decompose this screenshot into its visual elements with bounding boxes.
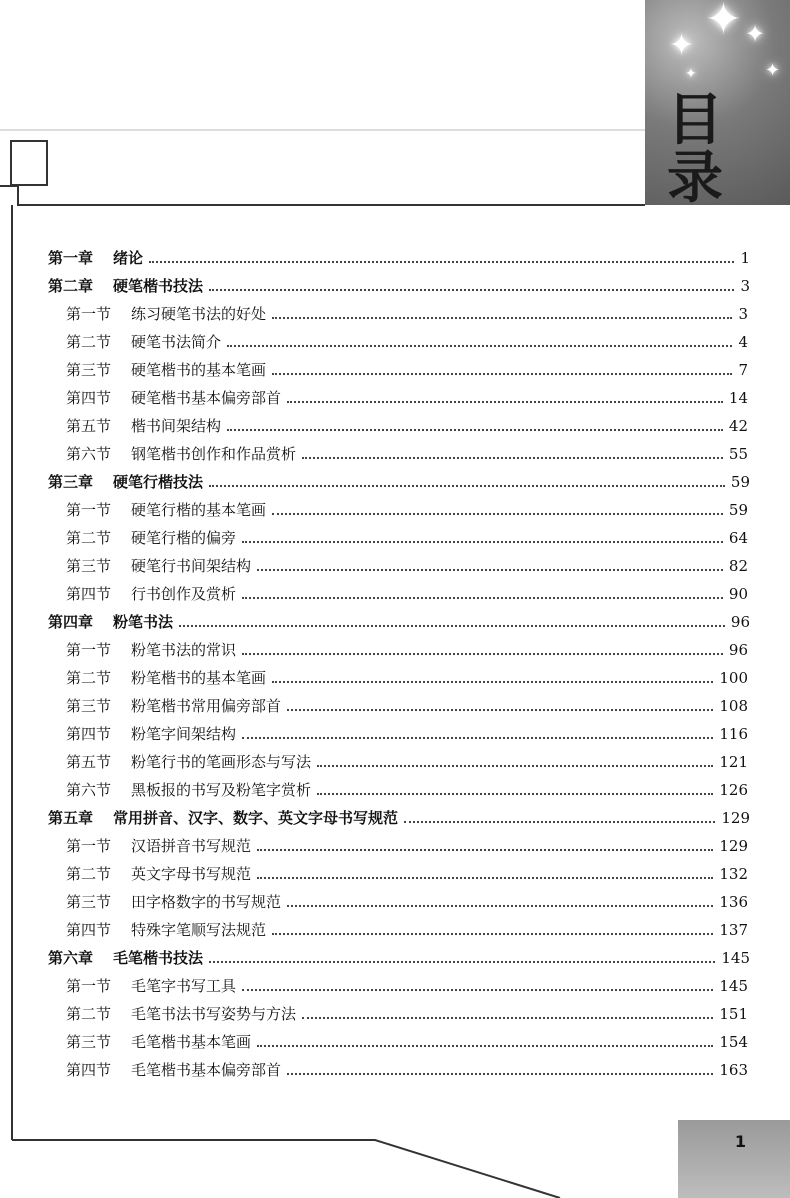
toc-chapter-row[interactable]	[48, 604, 750, 632]
toc-entry-label: 第三节	[66, 557, 112, 575]
page-number: 1	[734, 1132, 746, 1151]
star-icon: ✦	[765, 60, 781, 81]
toc-entry-title: 硬笔楷书技法	[113, 277, 204, 295]
toc-section-row[interactable]	[66, 884, 748, 912]
dot-leader	[317, 765, 713, 767]
toc-page-number: 14	[728, 389, 748, 407]
toc-page-number: 3	[738, 305, 748, 323]
toc-section-row[interactable]	[66, 828, 748, 856]
corner-square	[10, 140, 48, 186]
toc-section-row[interactable]	[66, 968, 748, 996]
toc-entry-label: 第六章	[48, 949, 94, 967]
toc-entry-title: 钢笔楷书创作和作品赏析	[131, 445, 297, 463]
toc-entry-title: 毛笔楷书技法	[113, 949, 204, 967]
dot-leader	[287, 709, 713, 711]
toc-entry-label: 第五章	[48, 809, 94, 827]
toc-entry-label: 第六节	[66, 781, 112, 799]
toc-page-number: 129	[721, 809, 750, 827]
toc-page-number: 108	[719, 697, 748, 715]
toc-entry-label: 第四章	[48, 613, 94, 631]
toc-page-number: 55	[728, 445, 748, 463]
toc-entry-label: 第二章	[48, 277, 94, 295]
toc-page-number: 90	[728, 585, 748, 603]
star-icon: ✦	[669, 28, 695, 63]
dot-leader	[227, 429, 723, 431]
toc-entry-title: 硬笔行书间架结构	[131, 557, 252, 575]
toc-entry-title: 毛笔楷书基本偏旁部首	[131, 1061, 282, 1079]
toc-page-number: 116	[719, 725, 748, 743]
toc-entry-title: 粉笔书法的常识	[131, 641, 237, 659]
toc-entry-title: 粉笔书法	[113, 613, 174, 631]
toc-entry-label: 第二节	[66, 865, 112, 883]
toc-entry-label: 第六节	[66, 445, 112, 463]
toc-section-row[interactable]	[66, 772, 748, 800]
toc-page-number: 145	[719, 977, 748, 995]
dot-leader	[287, 905, 713, 907]
toc-entry-title: 特殊字笔顺写法规范	[131, 921, 267, 939]
toc-page-number: 154	[719, 1033, 748, 1051]
toc-section-row[interactable]	[66, 632, 748, 660]
toc-chapter-row[interactable]	[48, 940, 750, 968]
dot-leader	[209, 485, 725, 487]
toc-entry-label: 第五节	[66, 417, 112, 435]
dot-leader	[209, 961, 715, 963]
toc-section-row[interactable]	[66, 1024, 748, 1052]
dot-leader	[404, 821, 715, 823]
toc-entry-title: 黑板报的书写及粉笔字赏析	[131, 781, 312, 799]
dot-leader	[272, 373, 732, 375]
toc-entry-title: 粉笔行书的笔画形态与写法	[131, 753, 312, 771]
toc-section-row[interactable]	[66, 912, 748, 940]
dot-leader	[242, 653, 723, 655]
toc-section-row[interactable]	[66, 660, 748, 688]
toc-page-number: 1	[740, 249, 750, 267]
toc-entry-label: 第四节	[66, 921, 112, 939]
star-icon: ✦	[705, 0, 742, 45]
toc-section-row[interactable]	[66, 1052, 748, 1080]
dot-leader	[257, 569, 723, 571]
dot-leader	[287, 401, 723, 403]
star-icon: ✦	[745, 20, 766, 48]
toc-page-number: 151	[719, 1005, 748, 1023]
toc-section-row[interactable]	[66, 324, 748, 352]
toc-page-number: 4	[738, 333, 748, 351]
toc-entry-label: 第二节	[66, 333, 112, 351]
toc-chapter-row[interactable]	[48, 464, 750, 492]
dot-leader	[272, 513, 723, 515]
toc-section-row[interactable]	[66, 520, 748, 548]
toc-entry-title: 粉笔楷书的基本笔画	[131, 669, 267, 687]
toc-entry-title: 绪论	[113, 249, 144, 267]
toc-page-number: 59	[728, 501, 748, 519]
page-title	[660, 88, 730, 211]
toc-entry-label: 第二节	[66, 1005, 112, 1023]
toc-entry-title: 毛笔书法书写姿势与方法	[131, 1005, 297, 1023]
toc-section-row[interactable]	[66, 716, 748, 744]
dot-leader	[257, 877, 713, 879]
toc-entry-title: 行书创作及赏析	[131, 585, 237, 603]
toc-entry-label: 第一节	[66, 837, 112, 855]
toc-entry-label: 第一节	[66, 501, 112, 519]
dot-leader	[242, 989, 713, 991]
toc-entry-label: 第一节	[66, 977, 112, 995]
dot-leader	[257, 849, 713, 851]
toc-entry-label: 第三节	[66, 1033, 112, 1051]
toc-section-row[interactable]	[66, 576, 748, 604]
dot-leader	[287, 1073, 713, 1075]
toc-entry-title: 英文字母书写规范	[131, 865, 252, 883]
toc-section-row[interactable]	[66, 688, 748, 716]
frame-top-line	[0, 186, 645, 205]
toc-page-number: 137	[719, 921, 748, 939]
dot-leader	[227, 345, 732, 347]
toc-page-number: 129	[719, 837, 748, 855]
toc-page-number: 42	[728, 417, 748, 435]
toc-entry-title: 硬笔行楷技法	[113, 473, 204, 491]
title-char: 录	[667, 146, 723, 211]
dot-leader	[257, 1045, 713, 1047]
toc-entry-title: 田字格数字的书写规范	[131, 893, 282, 911]
page-number-badge	[678, 1120, 790, 1198]
toc-entry-title: 汉语拼音书写规范	[131, 837, 252, 855]
toc-section-row[interactable]	[66, 352, 748, 380]
star-icon: ✦	[685, 66, 697, 82]
toc-page-number: 126	[719, 781, 748, 799]
toc-entry-title: 硬笔行楷的偏旁	[131, 529, 237, 547]
dot-leader	[209, 289, 734, 291]
toc-entry-title: 楷书间架结构	[131, 417, 222, 435]
toc-entry-title: 毛笔字书写工具	[131, 977, 237, 995]
dot-leader	[242, 597, 723, 599]
toc-entry-title: 常用拼音、汉字、数字、英文字母书写规范	[113, 809, 399, 827]
dot-leader	[302, 1017, 713, 1019]
toc-section-row[interactable]	[66, 996, 748, 1024]
dot-leader	[179, 625, 725, 627]
dot-leader	[272, 681, 713, 683]
toc-entry-label: 第三节	[66, 697, 112, 715]
toc-page-number: 121	[719, 753, 748, 771]
dot-leader	[302, 457, 723, 459]
toc-page-number: 59	[730, 473, 750, 491]
dot-leader	[242, 541, 723, 543]
toc-entry-label: 第四节	[66, 1061, 112, 1079]
toc-section-row[interactable]	[66, 492, 748, 520]
toc-page-number: 3	[740, 277, 750, 295]
toc-page-number: 145	[721, 949, 750, 967]
toc-entry-title: 硬笔楷书的基本笔画	[131, 361, 267, 379]
toc-page-number: 136	[719, 893, 748, 911]
toc-entry-label: 第三章	[48, 473, 94, 491]
toc-page-number: 82	[728, 557, 748, 575]
toc-chapter-row[interactable]	[48, 268, 750, 296]
toc-chapter-row[interactable]	[48, 800, 750, 828]
toc-entry-title: 硬笔书法简介	[131, 333, 222, 351]
dot-leader	[317, 793, 713, 795]
dot-leader	[272, 933, 713, 935]
toc-entry-label: 第二节	[66, 529, 112, 547]
toc-page-number: 96	[728, 641, 748, 659]
toc-page-number: 7	[738, 361, 748, 379]
toc-section-row[interactable]	[66, 296, 748, 324]
toc-section-row[interactable]	[66, 436, 748, 464]
toc-entry-title: 毛笔楷书基本笔画	[131, 1033, 252, 1051]
toc-page-number: 132	[719, 865, 748, 883]
dot-leader	[272, 317, 732, 319]
dot-leader	[149, 261, 734, 263]
dot-leader	[242, 737, 713, 739]
toc-entry-label: 第四节	[66, 585, 112, 603]
frame-bottom-line	[12, 1140, 560, 1198]
toc-entry-title: 硬笔行楷的基本笔画	[131, 501, 267, 519]
toc-section-row[interactable]	[66, 548, 748, 576]
toc-page-number: 163	[719, 1061, 748, 1079]
toc-entry-title: 练习硬笔书法的好处	[131, 305, 267, 323]
toc-section-row[interactable]	[66, 408, 748, 436]
title-char: 目	[667, 88, 723, 153]
toc-section-row[interactable]	[66, 744, 748, 772]
toc-section-row[interactable]	[66, 380, 748, 408]
toc-section-row[interactable]	[66, 856, 748, 884]
toc-page-number: 64	[728, 529, 748, 547]
toc-entry-label: 第四节	[66, 389, 112, 407]
toc-entry-label: 第四节	[66, 725, 112, 743]
toc-entry-title: 硬笔楷书基本偏旁部首	[131, 389, 282, 407]
toc-entry-title: 粉笔楷书常用偏旁部首	[131, 697, 282, 715]
toc-entry-label: 第三节	[66, 361, 112, 379]
toc-page-number: 96	[730, 613, 750, 631]
toc-page-number: 100	[719, 669, 748, 687]
toc-entry-label: 第一节	[66, 641, 112, 659]
toc-entry-label: 第五节	[66, 753, 112, 771]
toc-entry-label: 第二节	[66, 669, 112, 687]
toc-entry-title: 粉笔字间架结构	[131, 725, 237, 743]
toc-entry-label: 第三节	[66, 893, 112, 911]
toc-chapter-row[interactable]	[48, 240, 750, 268]
toc-entry-label: 第一节	[66, 305, 112, 323]
toc-entry-label: 第一章	[48, 249, 94, 267]
